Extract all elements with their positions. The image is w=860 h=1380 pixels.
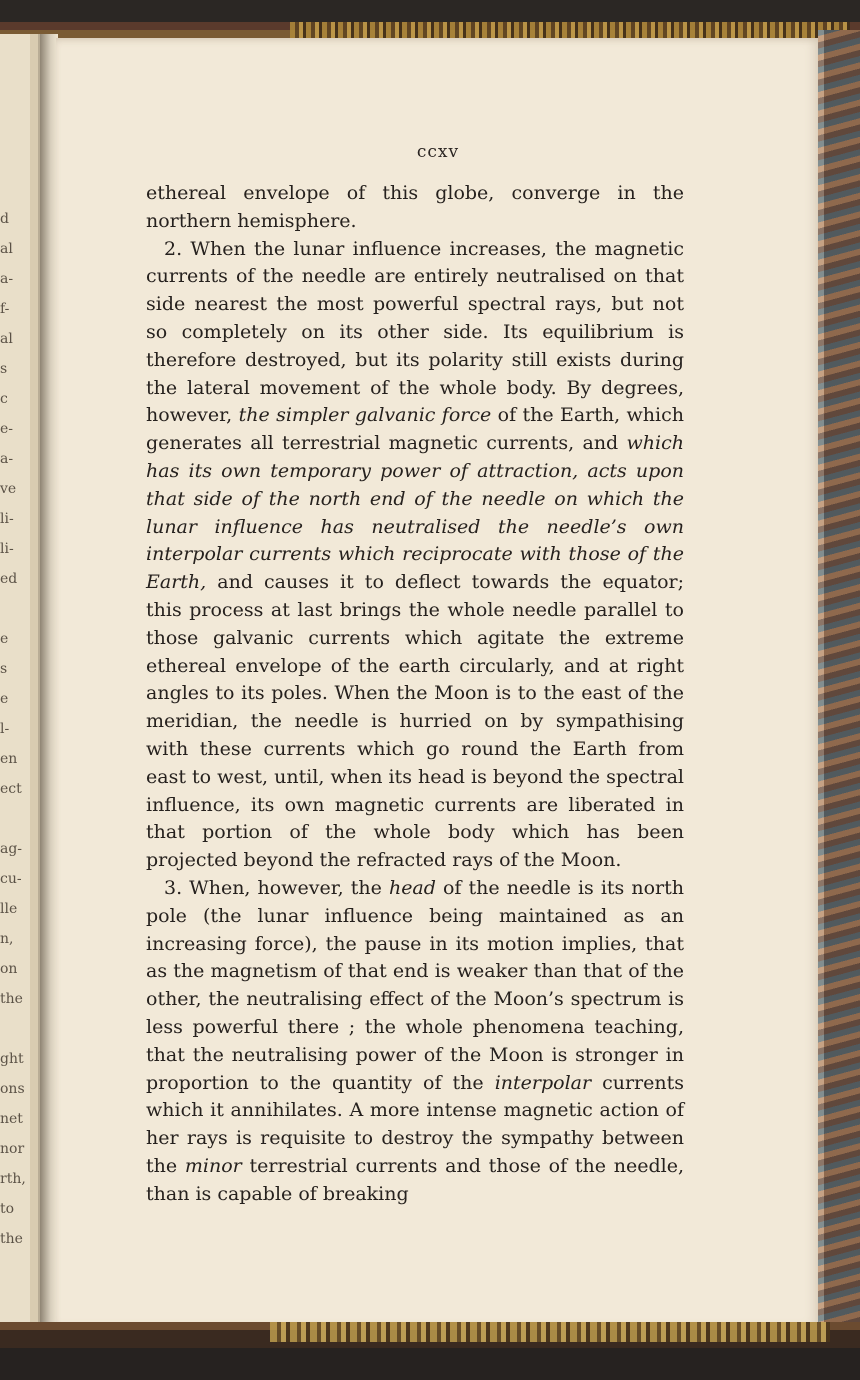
text-run: of the Earth, which generates all terrestrial magnetic currents, and — [146, 404, 684, 455]
italic-text: interpolar — [494, 1071, 592, 1094]
italic-text: head — [388, 876, 436, 899]
facing-page-edge — [0, 34, 44, 1334]
facing-page-fragment: al — [0, 241, 13, 257]
facing-page-fragment: li- — [0, 511, 14, 527]
facing-page-fragment: l- — [0, 721, 10, 737]
facing-page-fragment: net — [0, 1111, 23, 1127]
facing-page-fragment: ed — [0, 571, 18, 587]
facing-page-fragment: on — [0, 961, 18, 977]
marbled-page-edge — [818, 30, 860, 1330]
paragraph — [146, 180, 684, 236]
facing-page-fragment: ght — [0, 1051, 24, 1067]
facing-page-fragment — [0, 594, 14, 624]
facing-page-fragment: d — [0, 211, 9, 227]
facing-page-fragment: s — [0, 361, 8, 377]
facing-page-fragment: cu- — [0, 871, 22, 887]
facing-page-fragment: al — [0, 331, 13, 347]
book-page — [56, 38, 820, 1328]
facing-page-fragment: ag- — [0, 841, 23, 857]
facing-page-text — [0, 204, 26, 1254]
facing-page-fragment: c — [0, 391, 8, 407]
facing-page-fragment — [0, 804, 14, 834]
italic-text: the simpler galvanic force — [238, 404, 492, 427]
facing-page-fragment: s — [0, 661, 8, 677]
text-run: currents which it annihilates. A more intense magnetic action of her rays is requisite to destroy the sympathy between the — [146, 1071, 684, 1177]
facing-page-fragment: lle — [0, 901, 18, 917]
facing-page-fragment: e — [0, 691, 9, 707]
facing-page-fragment: a- — [0, 271, 14, 287]
text-run: ethereal envelope of this globe, converge in the northern hemisphere. — [146, 182, 684, 232]
facing-page-fragment: ons — [0, 1081, 25, 1097]
italic-text: which has its own temporary power of attraction, acts upon that side of the north end of the needle on which the lunar influence has neutralised the needle’s own interpolar currents which reciprocate with those of the Earth, — [146, 432, 684, 594]
facing-page-fragment — [0, 1014, 14, 1044]
facing-page-fragment: rth, — [0, 1171, 26, 1187]
facing-page-fragment: ect — [0, 781, 22, 797]
facing-page-fragment: nor — [0, 1141, 25, 1157]
text-run: 2. When the lunar influence increases, the magnetic currents of the needle are entirely neutralised on that side nearest the most powerful spectral rays, but not so completely on its other side. Its equilibrium is therefore destroyed, but its polarity still exists during the lateral movement of the whole body. By degrees, however, — [146, 237, 684, 427]
italic-text: minor — [184, 1154, 242, 1177]
text-run: and causes it to deflect towards the equator; this process at last brings the whole needle parallel to those galvanic currents which agitate the extreme ethereal envelope of the earth circularly, and at right angles to its poles. When the Moon is to the east of the meridian, the needle is hurried on by sympathising with these currents which go round the Earth from east to west, until, when its head is beyond the spectral influence, its own magnetic currents are liberated in that portion of the whole body which has been projected beyond the refracted rays of the Moon. — [146, 571, 684, 872]
facing-page-fragment: to — [0, 1201, 15, 1217]
facing-page-fragment: a- — [0, 451, 14, 467]
facing-page-fragment: li- — [0, 541, 14, 557]
facing-page-fragment: en — [0, 751, 18, 767]
facing-page-fragment: f- — [0, 301, 10, 317]
gilt-top-edge — [290, 22, 850, 38]
page-number: ccxv — [416, 142, 460, 162]
text-run: of the needle is its north pole (the lunar influence being maintained as an increasing force), the pause in its motion implies, that as the magnetism of that end is weaker than that of the other, the neutralising effect of the Moon’s spectrum is less powerful there ; the whole phenomena teaching, that the neutralising power of the Moon is stronger in proportion to the quantity of the — [146, 876, 684, 1094]
paragraph — [146, 236, 684, 875]
text-run: terrestrial currents and those of the needle, than is capable of breaking — [146, 1154, 685, 1205]
paragraph — [146, 875, 684, 1209]
facing-page-fragment: the — [0, 1231, 23, 1247]
page-body-text — [146, 180, 684, 1208]
facing-page-fragment: e — [0, 631, 9, 647]
text-run: 3. When, however, the — [164, 876, 389, 899]
facing-page-fragment: the — [0, 991, 23, 1007]
facing-page-fragment: e- — [0, 421, 14, 437]
facing-page-fragment: ve — [0, 481, 17, 497]
facing-page-fragment: n, — [0, 931, 14, 947]
gilt-bottom-edge — [270, 1322, 830, 1342]
